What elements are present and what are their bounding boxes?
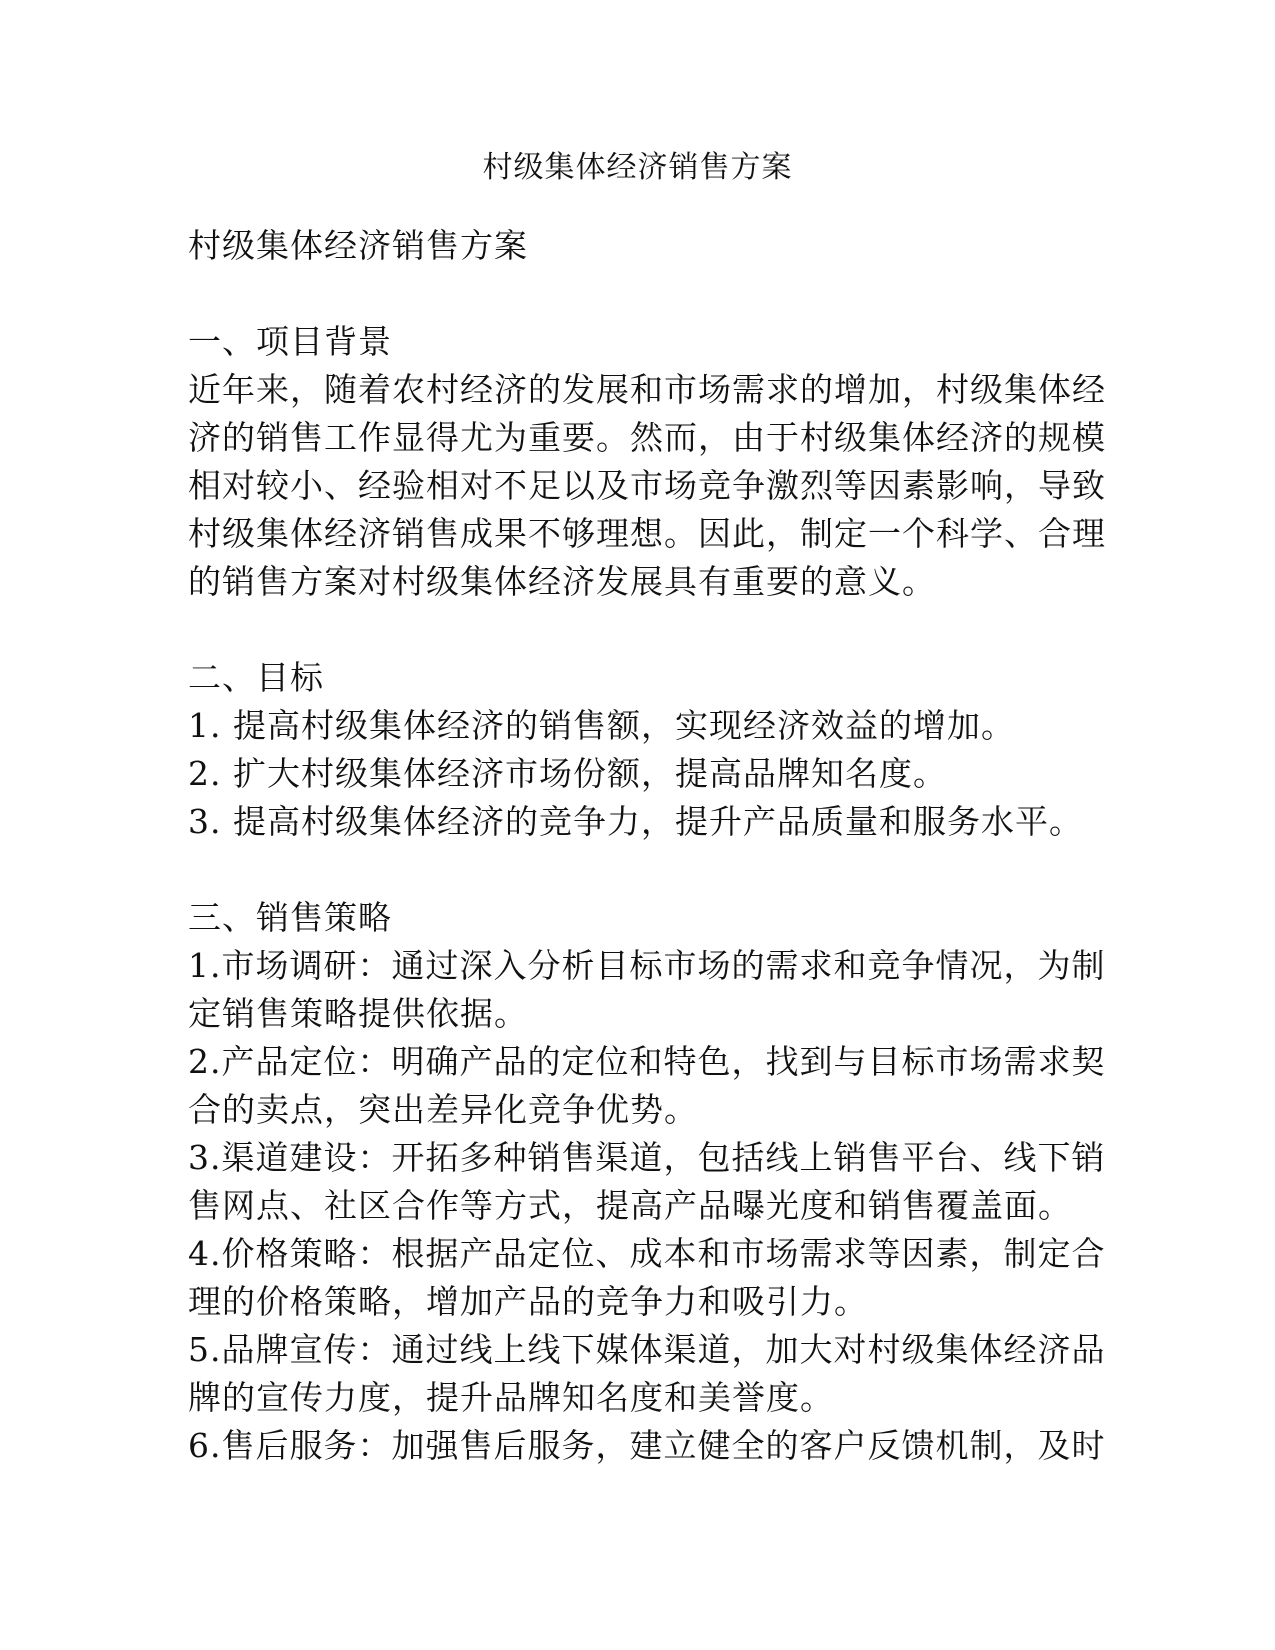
list-item — [188, 1326, 1106, 1422]
section-heading: 二、目标 — [188, 658, 324, 697]
section-heading: 三、销售策略 — [188, 898, 392, 937]
paragraph-line: 相对较小、经验相对不足以及市场竞争激烈等因素影响，导致 — [188, 466, 1106, 505]
list-item — [188, 1422, 1106, 1470]
strategy-list — [188, 942, 1106, 1470]
paragraph-line: 4.价格策略：根据产品定位、成本和市场需求等因素，制定合 — [188, 1234, 1106, 1273]
section-background — [188, 318, 1106, 606]
paragraph-line: 5.品牌宣传：通过线上线下媒体渠道，加大对村级集体经济品 — [188, 1330, 1106, 1369]
paragraph-line: 定销售策略提供依据。 — [188, 994, 528, 1033]
paragraph-line: 牌的宣传力度，提升品牌知名度和美誉度。 — [188, 1378, 834, 1417]
document-body — [188, 222, 1106, 1470]
blank-line — [188, 606, 1088, 654]
paragraph-line: 2.产品定位：明确产品的定位和特色，找到与目标市场需求契 — [188, 1042, 1106, 1081]
list-item: 3. 提高村级集体经济的竞争力，提升产品质量和服务水平。 — [188, 802, 1083, 841]
list-item: 2. 扩大村级集体经济市场份额，提高品牌知名度。 — [188, 754, 947, 793]
section-goals — [188, 654, 1088, 846]
paragraph-line: 近年来，随着农村经济的发展和市场需求的增加，村级集体经 — [188, 370, 1106, 409]
section-sales-strategy — [188, 894, 1106, 1470]
paragraph-line: 3.渠道建设：开拓多种销售渠道，包括线上销售平台、线下销 — [188, 1138, 1106, 1177]
paragraph-line: 济的销售工作显得尤为重要。然而，由于村级集体经济的规模 — [188, 418, 1106, 457]
list-item — [188, 942, 1106, 1038]
list-item — [188, 1230, 1106, 1326]
document-title: 村级集体经济销售方案 — [482, 150, 793, 185]
paragraph-line: 村级集体经济销售成果不够理想。因此，制定一个科学、合理 — [188, 514, 1106, 553]
goals-list — [188, 702, 1088, 846]
blank-line — [188, 846, 1088, 894]
section-paragraph — [188, 366, 1106, 606]
document-subtitle: 村级集体经济销售方案 — [188, 226, 528, 265]
list-item: 1. 提高村级集体经济的销售额，实现经济效益的增加。 — [188, 706, 1015, 745]
paragraph-line: 理的价格策略，增加产品的竞争力和吸引力。 — [188, 1282, 868, 1321]
paragraph-line: 售网点、社区合作等方式，提高产品曝光度和销售覆盖面。 — [188, 1186, 1072, 1225]
blank-line — [188, 270, 1088, 318]
paragraph-line: 1.市场调研：通过深入分析目标市场的需求和竞争情况，为制 — [188, 946, 1106, 985]
section-heading: 一、项目背景 — [188, 322, 392, 361]
paragraph-line: 合的卖点，突出差异化竞争优势。 — [188, 1090, 698, 1129]
paragraph-line: 的销售方案对村级集体经济发展具有重要的意义。 — [188, 562, 936, 601]
list-item — [188, 1038, 1106, 1134]
list-item — [188, 1134, 1106, 1230]
paragraph-line: 6.售后服务：加强售后服务，建立健全的客户反馈机制，及时 — [188, 1426, 1106, 1465]
